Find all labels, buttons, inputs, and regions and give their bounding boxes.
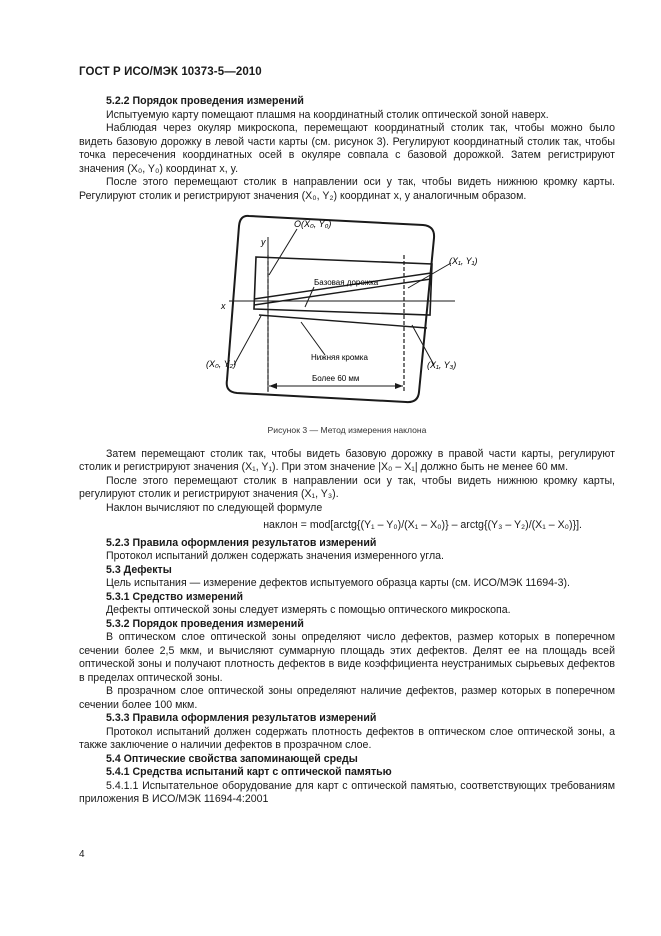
paragraph: После этого перемещают столик в направлении оси y так, чтобы видеть нижнюю кромку карты, регулируют столик и регистрируют значения (X₁, Y₃). xyxy=(79,474,615,500)
paragraph: В оптическом слое оптической зоны определяют число дефектов, размер которых в поперечном сечении более 2,5 мкм, и вычисляют суммарную площадь этих дефектов. Делят ее на площадь всей оптической зоны и получают плотность дефектов в виде коэффициента неустранимых сырьевых дефектов в пределах оптической зоны. xyxy=(79,631,615,684)
label-x0-y2: (X₀, Y₂) xyxy=(206,359,237,369)
paragraph: Цель испытания — измерение дефектов испытуемого образца карты (см. ИСО/МЭК 11694-3). xyxy=(106,577,570,589)
section-5-3-3-title: 5.3.3 Правила оформления результатов измерений xyxy=(106,712,377,724)
label-distance: Более 60 мм xyxy=(312,374,360,383)
paragraph: Дефекты оптической зоны следует измерять с помощью оптического микроскопа. xyxy=(106,604,511,616)
paragraph: Протокол испытаний должен содержать значения измеренного угла. xyxy=(106,550,445,562)
label-origin: O(X₀, Y₀) xyxy=(294,219,332,229)
section-5-2-3-title: 5.2.3 Правила оформления результатов измерений xyxy=(106,536,377,549)
paragraph: Протокол испытаний должен содержать плотность дефектов в оптическом слое оптической зоны, а также заключение о наличии дефектов в прозрачном слое. xyxy=(79,725,615,751)
page-number: 4 xyxy=(79,849,85,860)
paragraph: Наблюдая через окуляр микроскопа, перемещают координатный столик так, чтобы можно было видеть базовую дорожку в левой части карты (см. рисунок 3). Регулируют координатный столик так, чтобы точка пересечения координатных осей в окуляре совпала с базовой дорожкой. Затем регистрируют значения (X₀, Y₀) координат x, y. xyxy=(79,122,615,175)
tilt-measurement-diagram xyxy=(79,205,615,417)
paragraph: 5.4.1.1 Испытательное оборудование для карт с оптической памятью, соответствующих требованиям приложения В ИСО/МЭК 11694-4:2001 xyxy=(79,779,615,805)
section-5-4-1-title: 5.4.1 Средства испытаний карт с оптической памятью xyxy=(106,766,392,778)
dimension-line xyxy=(269,383,403,389)
label-x1-y3: (X₁, Y₃) xyxy=(427,360,457,370)
label-lower-edge: Нижняя кромка xyxy=(311,353,368,362)
document-header: ГОСТ Р ИСО/МЭК 10373-5—2010 xyxy=(79,66,262,78)
label-x1-y1: (X₁, Y₁) xyxy=(449,256,478,266)
label-base-track: Базовая дорожка xyxy=(314,278,379,287)
paragraph: После этого перемещают столик в направлении оси y так, чтобы видеть нижнюю кромку карты. Регулируют столик и регистрируют значения (X₀, Y₂) координат x, y аналогичным образом. xyxy=(79,176,615,202)
label-x-axis: x xyxy=(221,301,226,311)
label-y-axis: y xyxy=(261,237,266,247)
section-5-2-2-title: 5.2.2 Порядок проведения измерений xyxy=(106,95,304,107)
figure-caption: Рисунок 3 — Метод измерения наклона xyxy=(267,425,427,435)
page-body xyxy=(79,95,615,807)
section-5-4-title: 5.4 Оптические свойства запоминающей среды xyxy=(106,752,358,765)
tilt-formula: наклон = mod[arctg{(Y₁ – Y₀)/(X₁ – X₀)} – arctg{(Y₃ – Y₂)/(X₁ – X₀)}]. xyxy=(263,519,582,531)
figure-3 xyxy=(79,205,615,417)
paragraph: Наклон вычисляют по следующей формуле xyxy=(106,501,323,514)
section-5-3-2-title: 5.3.2 Порядок проведения измерений xyxy=(106,617,304,630)
paragraph: Затем перемещают столик так, чтобы видеть базовую дорожку в правой части карты, регулируют столик и регистрируют значения (X₁, Y₁). При этом значение |X₀ – X₁| должно быть не менее 60 мм. xyxy=(79,447,615,473)
paragraph: В прозрачном слое оптической зоны определяют наличие дефектов, размер которых в поперечном сечении более 100 мкм. xyxy=(79,685,615,711)
optical-zone xyxy=(254,257,432,328)
paragraph: Испытуемую карту помещают плашмя на координатный столик оптической зоной наверх. xyxy=(106,108,549,121)
section-5-3-1-title: 5.3.1 Средство измерений xyxy=(106,590,243,603)
section-5-3-title: 5.3 Дефекты xyxy=(106,563,172,576)
